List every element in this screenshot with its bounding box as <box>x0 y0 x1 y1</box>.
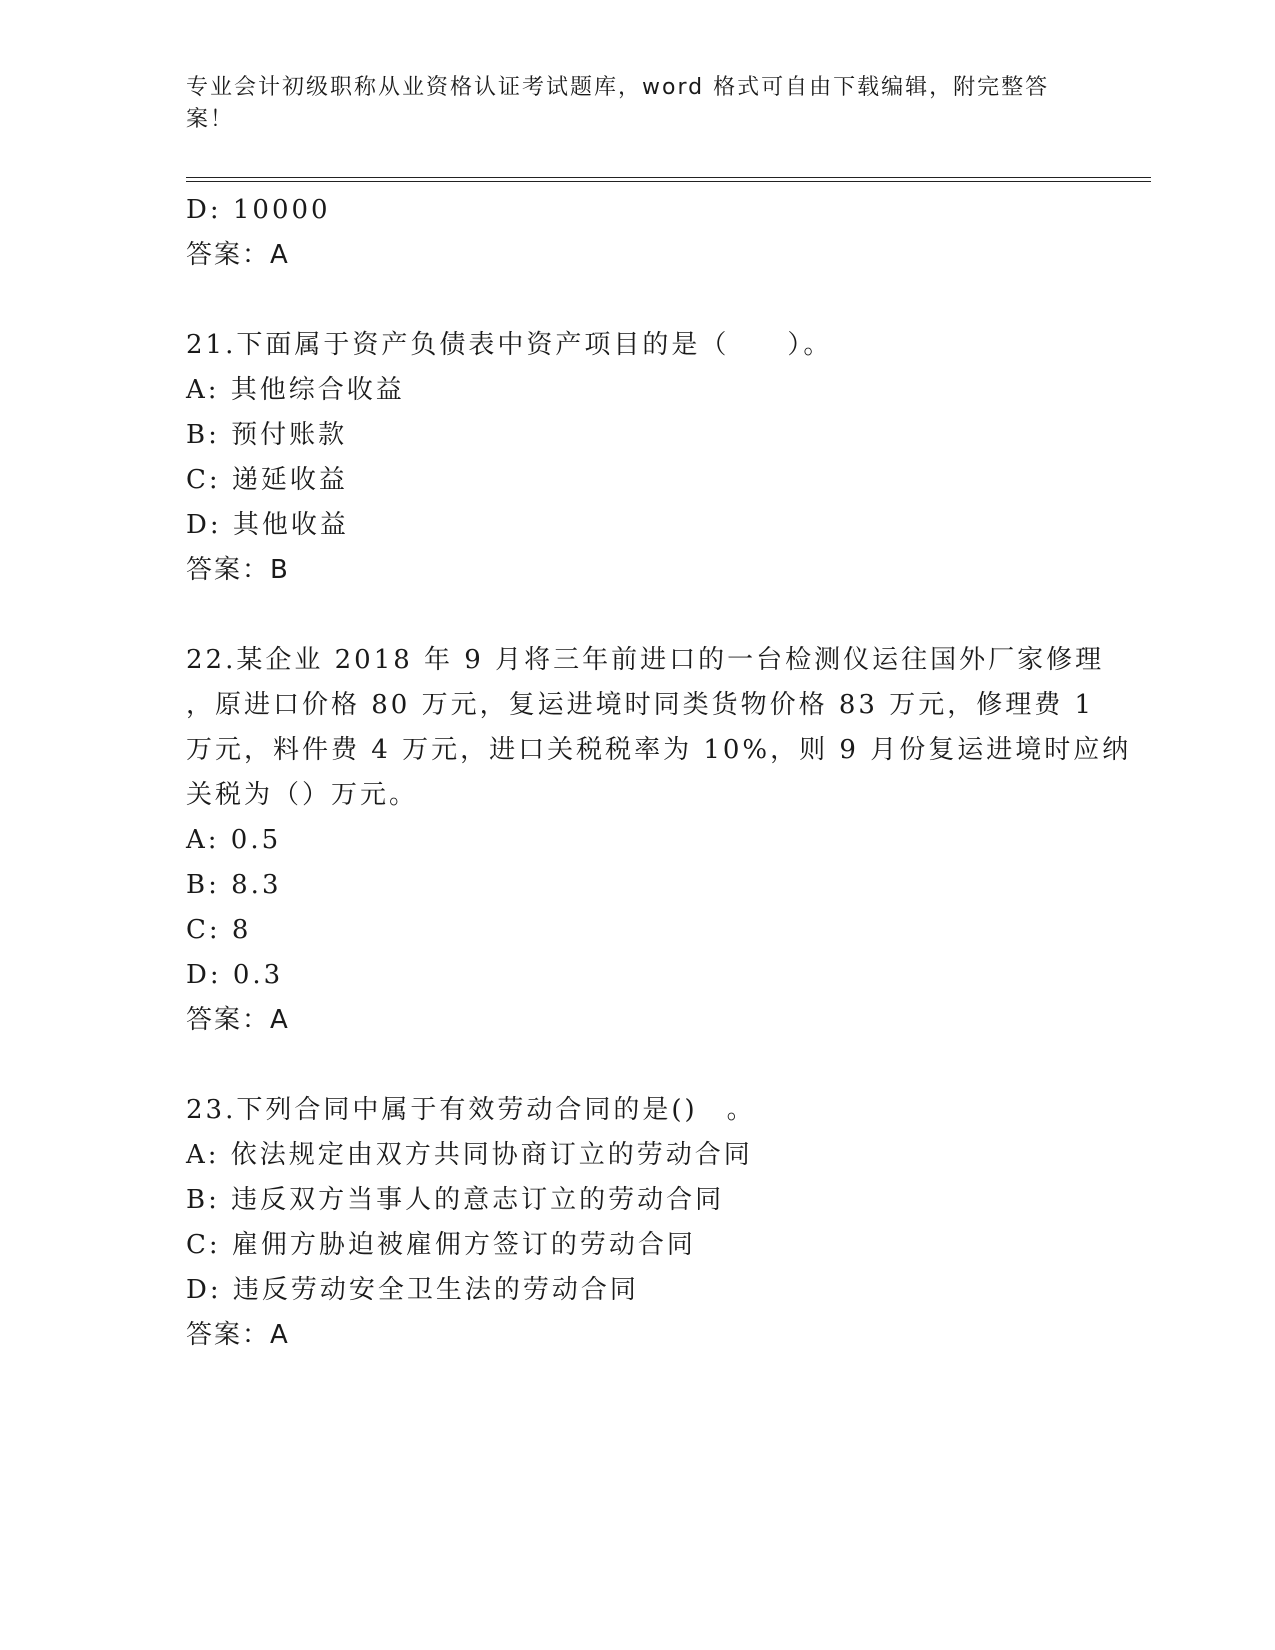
question-content <box>186 188 1132 1358</box>
question-21-option-a: A: 其他综合收益 <box>186 375 405 405</box>
question-22 <box>186 638 1132 1043</box>
question-22-option-b: B: 8.3 <box>186 870 282 900</box>
question-21-option-d: D: 其他收益 <box>186 510 349 540</box>
question-23-option-d: D: 违反劳动安全卫生法的劳动合同 <box>186 1275 639 1305</box>
prev-question-option-d: D: 10000 <box>186 195 331 225</box>
question-23-answer: 答案：A <box>186 1320 290 1350</box>
question-23-option-a: A: 依法规定由双方共同协商订立的劳动合同 <box>186 1140 753 1170</box>
header-divider <box>186 177 1151 182</box>
question-21-option-c: C: 递延收益 <box>186 465 348 495</box>
question-22-option-c: C: 8 <box>186 915 252 945</box>
question-21-answer: 答案：B <box>186 555 290 585</box>
question-23-option-b: B: 违反双方当事人的意志订立的劳动合同 <box>186 1185 725 1215</box>
question-21-stem: 21.下面属于资产负债表中资产项目的是（ ）。 <box>186 330 833 360</box>
question-21 <box>186 323 1086 593</box>
question-23 <box>186 1088 1086 1358</box>
question-22-stem-line-3: 万元，料件费 4 万元，进口关税税率为 10%，则 9 月份复运进境时应纳 <box>186 735 1132 765</box>
header-text: 专业会计初级职称从业资格认证考试题库，word 格式可自由下载编辑，附完整答案！ <box>186 75 1050 132</box>
prev-question-answer: 答案：A <box>186 240 290 270</box>
question-22-answer: 答案：A <box>186 1005 290 1035</box>
question-22-option-d: D: 0.3 <box>186 960 284 990</box>
question-23-option-c: C: 雇佣方胁迫被雇佣方签订的劳动合同 <box>186 1230 696 1260</box>
question-22-option-a: A: 0.5 <box>186 825 282 855</box>
question-23-stem: 23.下列合同中属于有效劳动合同的是() 。 <box>186 1095 756 1125</box>
question-22-stem-line-4: 关税为（）万元。 <box>186 780 419 810</box>
question-21-option-b: B: 预付账款 <box>186 420 348 450</box>
question-22-stem-line-2: ，原进口价格 80 万元，复运进境时同类货物价格 83 万元，修理费 1 <box>186 690 1095 720</box>
question-22-stem-line-1: 22.某企业 2018 年 9 月将三年前进口的一台检测仪运往国外厂家修理 <box>186 645 1105 675</box>
